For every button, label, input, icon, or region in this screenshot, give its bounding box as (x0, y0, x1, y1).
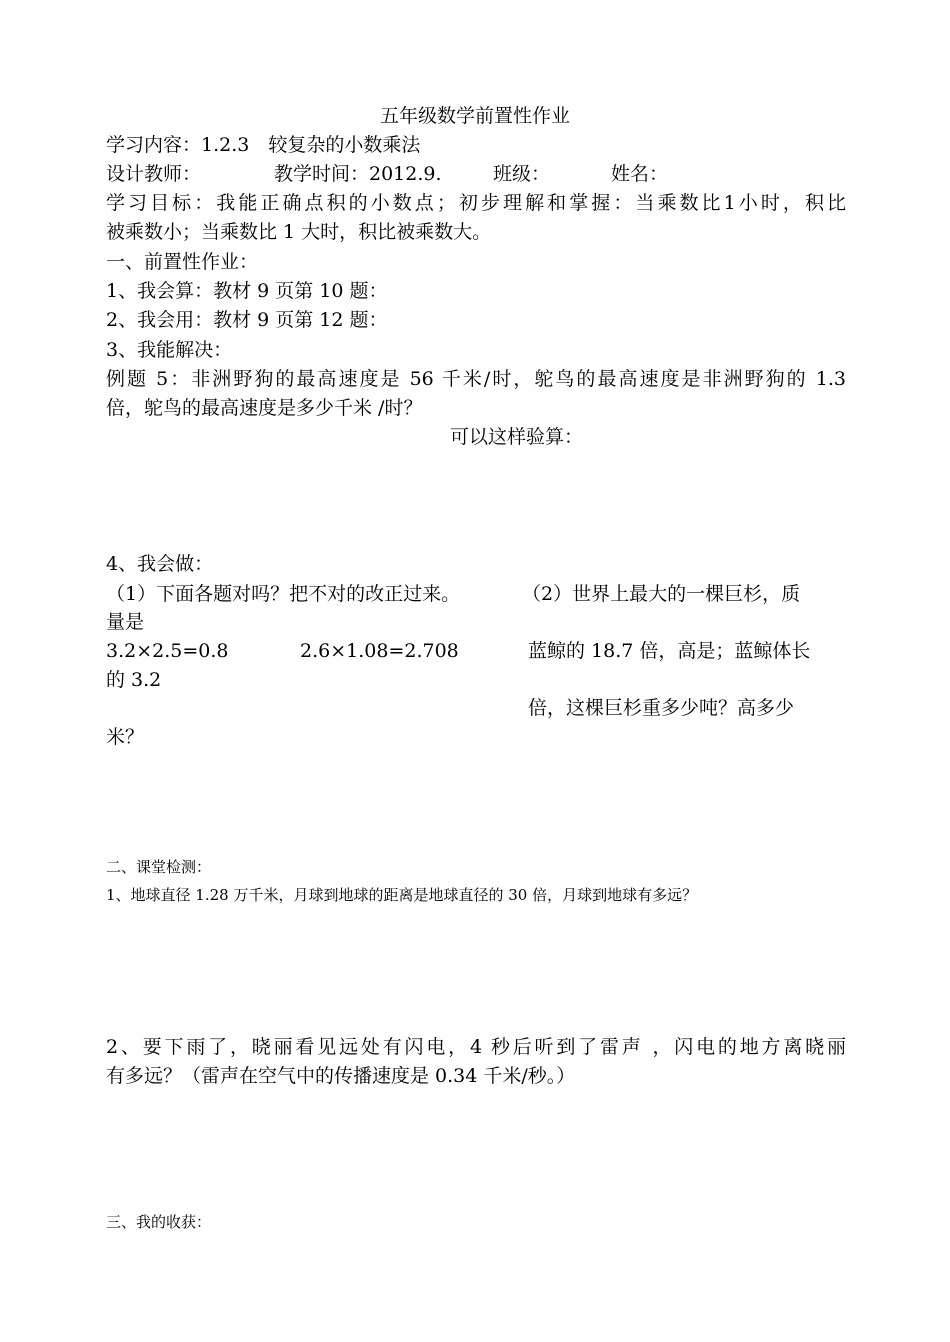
section-1-heading: 一、前置性作业： (106, 251, 259, 273)
check-question-2-line-1: 2、要下雨了，晓丽看见远处有闪电，4 秒后听到了雷声 ，闪电的地方离晓丽 (106, 1036, 846, 1058)
name-field: 姓名： (611, 163, 669, 185)
objective-line-1: 学习目标：我能正确点积的小数点；初步理解和掌握：当乘数比1小时，积比 (106, 192, 846, 214)
item-4: 4、我会做： (106, 553, 214, 575)
sub-question-2-line-5: 倍，这棵巨杉重多少吨？高多少 (528, 697, 795, 719)
teaching-time: 教学时间：2012.9. (274, 163, 442, 185)
example-line-1: 例题 5：非洲野狗的最高速度是 56 千米/时，鸵鸟的最高速度是非洲野狗的 1.3 (106, 368, 846, 390)
check-question-1: 1、地球直径 1.28 万千米，月球到地球的距离是地球直径的 30 倍，月球到地球有多远？ (106, 886, 698, 904)
check-question-2-line-2: 有多远？（雷声在空气中的传播速度是 0.34 千米/秒。） (106, 1065, 576, 1087)
sub-question-2-cont: 量是 (106, 611, 145, 633)
verify-label: 可以这样验算： (450, 426, 584, 448)
sub-question-1: （1）下面各题对吗？把不对的改正过来。 (106, 583, 461, 605)
sub-question-2-line-4: 的 3.2 (106, 669, 162, 691)
objective-line-2: 被乘数小；当乘数比 1 大时，积比被乘数大。 (106, 221, 492, 243)
section-2-heading: 二、课堂检测： (106, 858, 212, 876)
sub-question-2: （2）世界上最大的一棵巨杉，质 (522, 583, 801, 605)
sub-question-2-line-6: 米？ (106, 726, 145, 748)
study-content: 学习内容：1.2.3 较复杂的小数乘法 (106, 134, 421, 156)
calc-1: 3.2×2.5=0.8 (106, 640, 229, 662)
item-1: 1、我会算：教材 9 页第 10 题： (106, 280, 388, 302)
sub-question-2-line-3: 蓝鲸的 18.7 倍，高是；蓝鲸体长 (528, 640, 811, 662)
item-3: 3、我能解决： (106, 339, 233, 361)
teacher-field: 设计教师： (106, 163, 202, 185)
page-title: 五年级数学前置性作业 (379, 105, 570, 127)
class-field: 班级： (493, 163, 551, 185)
item-2: 2、我会用：教材 9 页第 12 题： (106, 309, 388, 331)
example-line-2: 倍，鸵鸟的最高速度是多少千米 /时？ (106, 397, 423, 419)
calc-2: 2.6×1.08=2.708 (300, 640, 459, 662)
section-3-heading: 三、我的收获： (106, 1213, 212, 1231)
